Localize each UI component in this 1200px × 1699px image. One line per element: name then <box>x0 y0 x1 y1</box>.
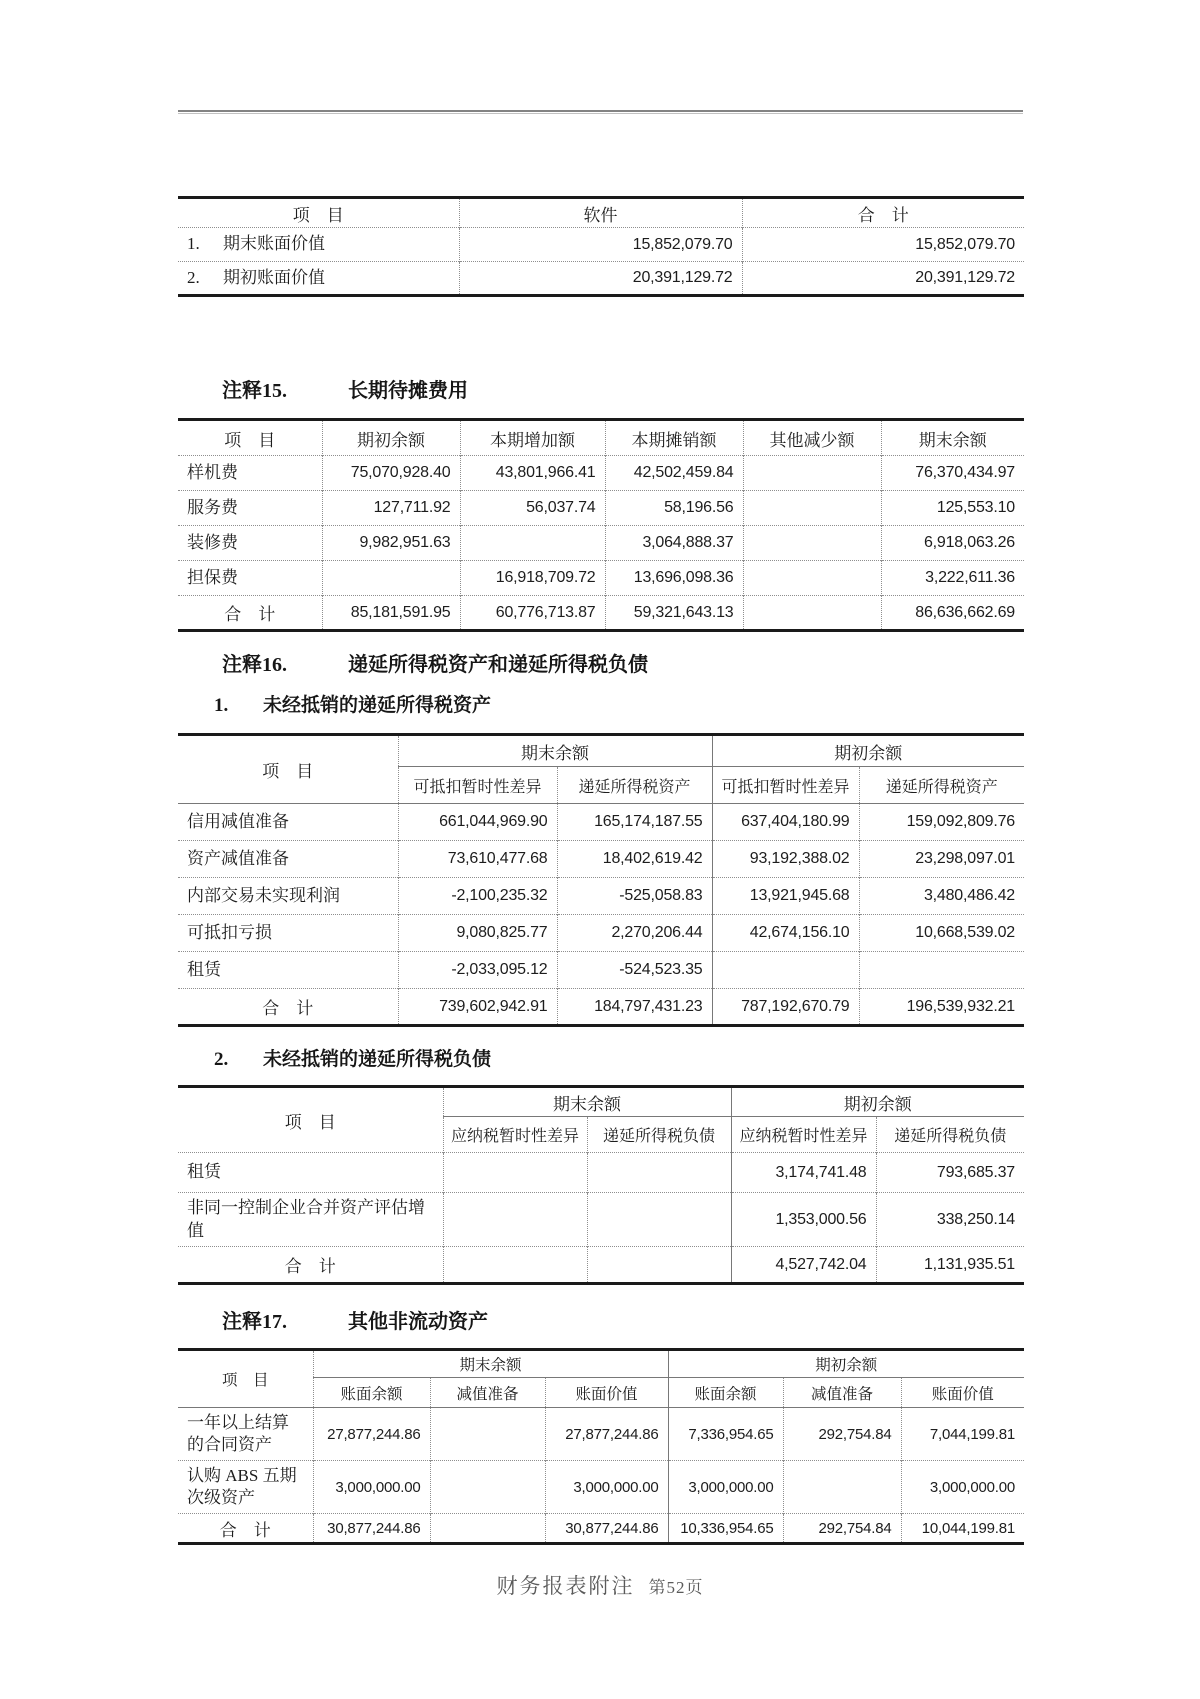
amount-cell <box>783 1461 901 1514</box>
column-header: 递延所得税资产 <box>557 767 712 804</box>
column-header: 期末余额 <box>881 420 1024 456</box>
note16-title: 递延所得税资产和递延所得税负债 <box>348 654 648 676</box>
table-row <box>178 915 1024 952</box>
group-header-opening: 期初余额 <box>731 1087 1024 1117</box>
amount-cell: 2,270,206.44 <box>557 915 712 952</box>
amount-cell: -525,058.83 <box>557 878 712 915</box>
note17-heading <box>178 1305 1024 1334</box>
column-header: 递延所得税负债 <box>876 1117 1024 1153</box>
amount-cell: 23,298,097.01 <box>859 841 1024 878</box>
row-label: 信用减值准备 <box>178 804 398 841</box>
amount-cell: 292,754.84 <box>783 1514 901 1544</box>
amount-cell: 27,877,244.86 <box>545 1408 668 1461</box>
amount-cell: 56,037.74 <box>460 491 605 526</box>
amount-cell: 27,877,244.86 <box>313 1408 430 1461</box>
row-label <box>178 228 459 262</box>
amount-cell <box>430 1461 545 1514</box>
row-label: 资产减值准备 <box>178 841 398 878</box>
amount-cell: 13,696,098.36 <box>605 561 743 596</box>
amount-cell: -2,100,235.32 <box>398 878 557 915</box>
table-row <box>178 262 1024 296</box>
amount-cell: 787,192,670.79 <box>712 989 859 1026</box>
amount-cell: 18,402,619.42 <box>557 841 712 878</box>
amount-cell: 3,000,000.00 <box>901 1461 1024 1514</box>
row-label: 租赁 <box>178 1153 443 1193</box>
note16-sub2-heading <box>178 1044 1024 1071</box>
column-header: 本期增加额 <box>460 420 605 456</box>
table-row <box>178 952 1024 989</box>
column-header: 账面价值 <box>901 1378 1024 1408</box>
amount-cell <box>743 491 881 526</box>
table-group-header-row <box>178 1350 1024 1378</box>
amount-cell: 165,174,187.55 <box>557 804 712 841</box>
table-row <box>178 878 1024 915</box>
amount-cell: 16,918,709.72 <box>460 561 605 596</box>
note17-label: 注释17. <box>222 1311 287 1333</box>
column-header: 其他减少额 <box>743 420 881 456</box>
amount-cell: 127,711.92 <box>322 491 460 526</box>
amount-cell: 1,131,935.51 <box>876 1247 1024 1284</box>
note15-table <box>178 418 1024 632</box>
table-header-row <box>178 420 1024 456</box>
group-header-closing: 期末余额 <box>443 1087 731 1117</box>
column-header-item: 项 目 <box>262 762 314 781</box>
row-number: 2. <box>187 267 200 287</box>
group-header-opening: 期初余额 <box>712 735 1024 767</box>
row-label-text: 期初账面价值 <box>223 267 325 287</box>
total-row-label: 合 计 <box>178 1247 443 1284</box>
table-total-row <box>178 1247 1024 1284</box>
row-label <box>178 262 459 296</box>
amount-cell: 3,064,888.37 <box>605 526 743 561</box>
column-header: 账面余额 <box>668 1378 783 1408</box>
column-header-item: 项 目 <box>224 430 276 450</box>
table-group-header-row <box>178 1087 1024 1117</box>
row-label: 一年以上结算的合同资产 <box>178 1408 313 1461</box>
column-header: 本期摊销额 <box>605 420 743 456</box>
table-row <box>178 526 1024 561</box>
amount-cell: 15,852,079.70 <box>459 228 742 262</box>
amount-cell: 43,801,966.41 <box>460 456 605 491</box>
amount-cell: 60,776,713.87 <box>460 596 605 631</box>
amount-cell: 58,196.56 <box>605 491 743 526</box>
column-header-total: 合 计 <box>742 198 1024 228</box>
group-header-opening: 期初余额 <box>668 1350 1024 1378</box>
amount-cell: 637,404,180.99 <box>712 804 859 841</box>
column-header: 账面价值 <box>545 1378 668 1408</box>
amount-cell <box>443 1247 587 1284</box>
row-number: 1. <box>187 234 200 254</box>
other-noncurrent-assets-table <box>178 1348 1024 1545</box>
note16-sub2-number: 2. <box>214 1049 229 1070</box>
row-label: 担保费 <box>178 561 322 596</box>
table-row <box>178 1193 1024 1247</box>
amount-cell <box>587 1247 731 1284</box>
table-group-header-row <box>178 735 1024 767</box>
amount-cell: 30,877,244.86 <box>313 1514 430 1544</box>
column-header: 减值准备 <box>430 1378 545 1408</box>
column-header-software: 软件 <box>459 198 742 228</box>
amount-cell: 3,000,000.00 <box>545 1461 668 1514</box>
amount-cell: 338,250.14 <box>876 1193 1024 1247</box>
table-row <box>178 491 1024 526</box>
table-row <box>178 1408 1024 1461</box>
group-header-closing: 期末余额 <box>313 1350 668 1378</box>
footer-title: 财务报表附注 <box>496 1574 635 1598</box>
amount-cell: 42,674,156.10 <box>712 915 859 952</box>
amount-cell <box>587 1153 731 1193</box>
amount-cell: -2,033,095.12 <box>398 952 557 989</box>
amount-cell: 793,685.37 <box>876 1153 1024 1193</box>
amount-cell: 7,044,199.81 <box>901 1408 1024 1461</box>
note16-heading <box>178 648 1024 677</box>
column-header-item: 项 目 <box>221 1372 269 1389</box>
amount-cell <box>712 952 859 989</box>
amount-cell <box>743 456 881 491</box>
amount-cell: 1,353,000.56 <box>731 1193 876 1247</box>
total-row-label: 合 计 <box>178 596 322 631</box>
amount-cell: 3,222,611.36 <box>881 561 1024 596</box>
note16-sub1-title: 未经抵销的递延所得税资产 <box>263 695 492 716</box>
amount-cell: 10,044,199.81 <box>901 1514 1024 1544</box>
column-header: 应纳税暂时性差异 <box>443 1117 587 1153</box>
row-label: 认购 ABS 五期次级资产 <box>178 1461 313 1514</box>
table-total-row <box>178 1514 1024 1544</box>
amount-cell: 125,553.10 <box>881 491 1024 526</box>
column-header: 账面余额 <box>313 1378 430 1408</box>
amount-cell <box>443 1193 587 1247</box>
row-label: 租赁 <box>178 952 398 989</box>
amount-cell: 3,000,000.00 <box>313 1461 430 1514</box>
amount-cell: 9,080,825.77 <box>398 915 557 952</box>
amount-cell: 85,181,591.95 <box>322 596 460 631</box>
amount-cell: 93,192,388.02 <box>712 841 859 878</box>
row-label: 样机费 <box>178 456 322 491</box>
amount-cell: 59,321,643.13 <box>605 596 743 631</box>
amount-cell: 9,982,951.63 <box>322 526 460 561</box>
note16-sub1-number: 1. <box>214 695 229 716</box>
note16-label: 注释16. <box>222 654 287 676</box>
row-label: 服务费 <box>178 491 322 526</box>
amount-cell: 159,092,809.76 <box>859 804 1024 841</box>
software-total-table <box>178 196 1024 297</box>
amount-cell: 20,391,129.72 <box>459 262 742 296</box>
table-total-row <box>178 989 1024 1026</box>
note15-heading <box>178 374 1024 403</box>
amount-cell <box>743 596 881 631</box>
row-label: 非同一控制企业合并资产评估增值 <box>178 1193 443 1247</box>
column-header: 期初余额 <box>322 420 460 456</box>
amount-cell: 20,391,129.72 <box>742 262 1024 296</box>
column-header-item: 项 目 <box>292 205 344 225</box>
amount-cell <box>460 526 605 561</box>
amount-cell <box>743 526 881 561</box>
amount-cell: 76,370,434.97 <box>881 456 1024 491</box>
amount-cell <box>322 561 460 596</box>
table-row <box>178 804 1024 841</box>
table-total-row <box>178 596 1024 631</box>
column-header: 减值准备 <box>783 1378 901 1408</box>
amount-cell: 30,877,244.86 <box>545 1514 668 1544</box>
row-label: 可抵扣亏损 <box>178 915 398 952</box>
amount-cell: 739,602,942.91 <box>398 989 557 1026</box>
amount-cell: -524,523.35 <box>557 952 712 989</box>
page-header-rule <box>178 110 1023 114</box>
amount-cell: 661,044,969.90 <box>398 804 557 841</box>
group-header-closing: 期末余额 <box>398 735 712 767</box>
amount-cell: 4,527,742.04 <box>731 1247 876 1284</box>
table-row <box>178 228 1024 262</box>
note16-sub1-heading <box>178 690 1024 717</box>
total-row-label: 合 计 <box>178 1514 313 1544</box>
table-row <box>178 841 1024 878</box>
amount-cell: 75,070,928.40 <box>322 456 460 491</box>
amount-cell: 196,539,932.21 <box>859 989 1024 1026</box>
page-footer <box>0 1570 1200 1600</box>
amount-cell: 7,336,954.65 <box>668 1408 783 1461</box>
amount-cell: 3,000,000.00 <box>668 1461 783 1514</box>
note15-title: 长期待摊费用 <box>348 380 468 402</box>
amount-cell: 292,754.84 <box>783 1408 901 1461</box>
total-row-label: 合 计 <box>178 989 398 1026</box>
column-header: 递延所得税资产 <box>859 767 1024 804</box>
amount-cell <box>587 1193 731 1247</box>
amount-cell: 3,174,741.48 <box>731 1153 876 1193</box>
amount-cell: 15,852,079.70 <box>742 228 1024 262</box>
column-header: 可抵扣暂时性差异 <box>398 767 557 804</box>
table-row <box>178 456 1024 491</box>
table-row <box>178 1153 1024 1193</box>
note15-label: 注释15. <box>222 380 287 402</box>
amount-cell <box>859 952 1024 989</box>
amount-cell <box>430 1514 545 1544</box>
amount-cell <box>443 1153 587 1193</box>
amount-cell: 3,480,486.42 <box>859 878 1024 915</box>
amount-cell: 86,636,662.69 <box>881 596 1024 631</box>
amount-cell: 13,921,945.68 <box>712 878 859 915</box>
table-row <box>178 1461 1024 1514</box>
footer-page-number: 第52页 <box>648 1578 704 1597</box>
row-label: 内部交易未实现利润 <box>178 878 398 915</box>
amount-cell <box>743 561 881 596</box>
column-header: 应纳税暂时性差异 <box>731 1117 876 1153</box>
column-header-item: 项 目 <box>284 1112 336 1132</box>
deferred-tax-liabilities-table <box>178 1085 1024 1285</box>
table-row <box>178 561 1024 596</box>
deferred-tax-assets-table <box>178 733 1024 1027</box>
amount-cell: 184,797,431.23 <box>557 989 712 1026</box>
amount-cell: 73,610,477.68 <box>398 841 557 878</box>
note16-sub2-title: 未经抵销的递延所得税负债 <box>263 1049 492 1070</box>
column-header: 递延所得税负债 <box>587 1117 731 1153</box>
note17-title: 其他非流动资产 <box>348 1311 488 1333</box>
amount-cell <box>430 1408 545 1461</box>
amount-cell: 42,502,459.84 <box>605 456 743 491</box>
amount-cell: 6,918,063.26 <box>881 526 1024 561</box>
amount-cell: 10,336,954.65 <box>668 1514 783 1544</box>
column-header: 可抵扣暂时性差异 <box>712 767 859 804</box>
amount-cell: 10,668,539.02 <box>859 915 1024 952</box>
row-label: 装修费 <box>178 526 322 561</box>
row-label-text: 期末账面价值 <box>223 234 325 254</box>
table-header-row <box>178 198 1024 228</box>
